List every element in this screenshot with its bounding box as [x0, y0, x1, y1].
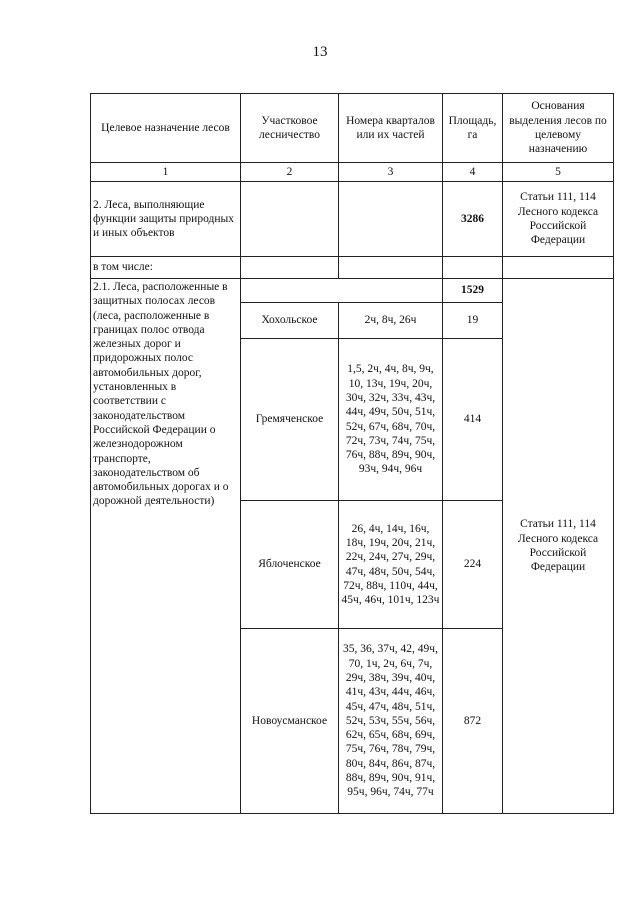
column-number: 4 [443, 163, 503, 182]
header-quarters: Номера кварталов или их частей [339, 94, 443, 163]
section-2-basis: Статьи 111, 114 Лесного кодекса Российской Федерации [503, 182, 614, 257]
header-basis: Основания выделения лесов по целевому назначению [503, 94, 614, 163]
header-area: Площадь, га [443, 94, 503, 163]
empty-cell [443, 257, 503, 279]
empty-cell [339, 257, 443, 279]
section-2-1-total-row [91, 279, 614, 303]
area-value: 224 [443, 501, 503, 629]
section-2-area: 3286 [443, 182, 503, 257]
section-2-row [91, 182, 614, 257]
column-number: 2 [241, 163, 339, 182]
empty-cell [241, 257, 339, 279]
in-total-label: в том числе: [91, 257, 241, 279]
quarter-numbers: 2ч, 8ч, 26ч [339, 303, 443, 339]
quarter-numbers: 35, 36, 37ч, 42, 49ч, 70, 1ч, 2ч, 6ч, 7ч, 29ч, 38ч, 39ч, 40ч, 41ч, 43ч, 44ч, 46ч, 45ч, 47ч, 48ч, 51ч, 52ч, 53ч, 55ч, 56ч, 62ч, 65ч, 68ч, 69ч, 75ч, 76ч, 78ч, 79ч, 80ч, 84ч, 86ч, 87ч, 88ч, 89ч, 90ч, 91ч, 95ч, 96ч, 74ч, 77ч [339, 629, 443, 814]
district-name: Новоусманское [241, 629, 339, 814]
section-2-1-total-area: 1529 [443, 279, 503, 303]
district-name: Яблоченское [241, 501, 339, 629]
area-value: 414 [443, 339, 503, 501]
empty-cell [503, 257, 614, 279]
section-2-1-basis: Статьи 111, 114 Лесного кодекса Российской Федерации [503, 279, 614, 814]
column-number: 1 [91, 163, 241, 182]
in-total-row [91, 257, 614, 279]
header-row [91, 94, 614, 163]
section-2-purpose: 2. Леса, выполняющие функции защиты природных и иных объектов [91, 182, 241, 257]
column-number-row [91, 163, 614, 182]
empty-cell [339, 182, 443, 257]
column-number: 3 [339, 163, 443, 182]
header-purpose: Целевое назначение лесов [91, 94, 241, 163]
empty-cell [241, 182, 339, 257]
district-name: Гремяченское [241, 339, 339, 501]
page-number: 13 [312, 44, 328, 60]
district-name: Хохольское [241, 303, 339, 339]
empty-cell [241, 279, 443, 303]
header-district: Участковое лесничество [241, 94, 339, 163]
section-2-1-purpose: 2.1. Леса, расположенные в защитных полосах лесов (леса, расположенные в границах полос отвода железных дорог и придорожных полос автомобильных дорог, установленных в соответствии с законодательством Российской Федерации о железнодорожном транспорте, законодательством об автомобильных дорогах и о дорожной деятельности) [91, 279, 241, 814]
quarter-numbers: 1,5, 2ч, 4ч, 8ч, 9ч, 10, 13ч, 19ч, 20ч, 30ч, 32ч, 33ч, 43ч, 44ч, 49ч, 50ч, 51ч, 52ч, 67ч, 68ч, 70ч, 72ч, 73ч, 74ч, 75ч, 76ч, 88ч, 89ч, 90ч, 93ч, 94ч, 96ч [339, 339, 443, 501]
column-number: 5 [503, 163, 614, 182]
area-value: 872 [443, 629, 503, 814]
area-value: 19 [443, 303, 503, 339]
quarter-numbers: 26, 4ч, 14ч, 16ч, 18ч, 19ч, 20ч, 21ч, 22ч, 24ч, 27ч, 29ч, 47ч, 48ч, 50ч, 54ч, 72ч, 88ч, 110ч, 44ч, 45ч, 46ч, 101ч, 123ч [339, 501, 443, 629]
forest-purpose-table [90, 93, 614, 814]
